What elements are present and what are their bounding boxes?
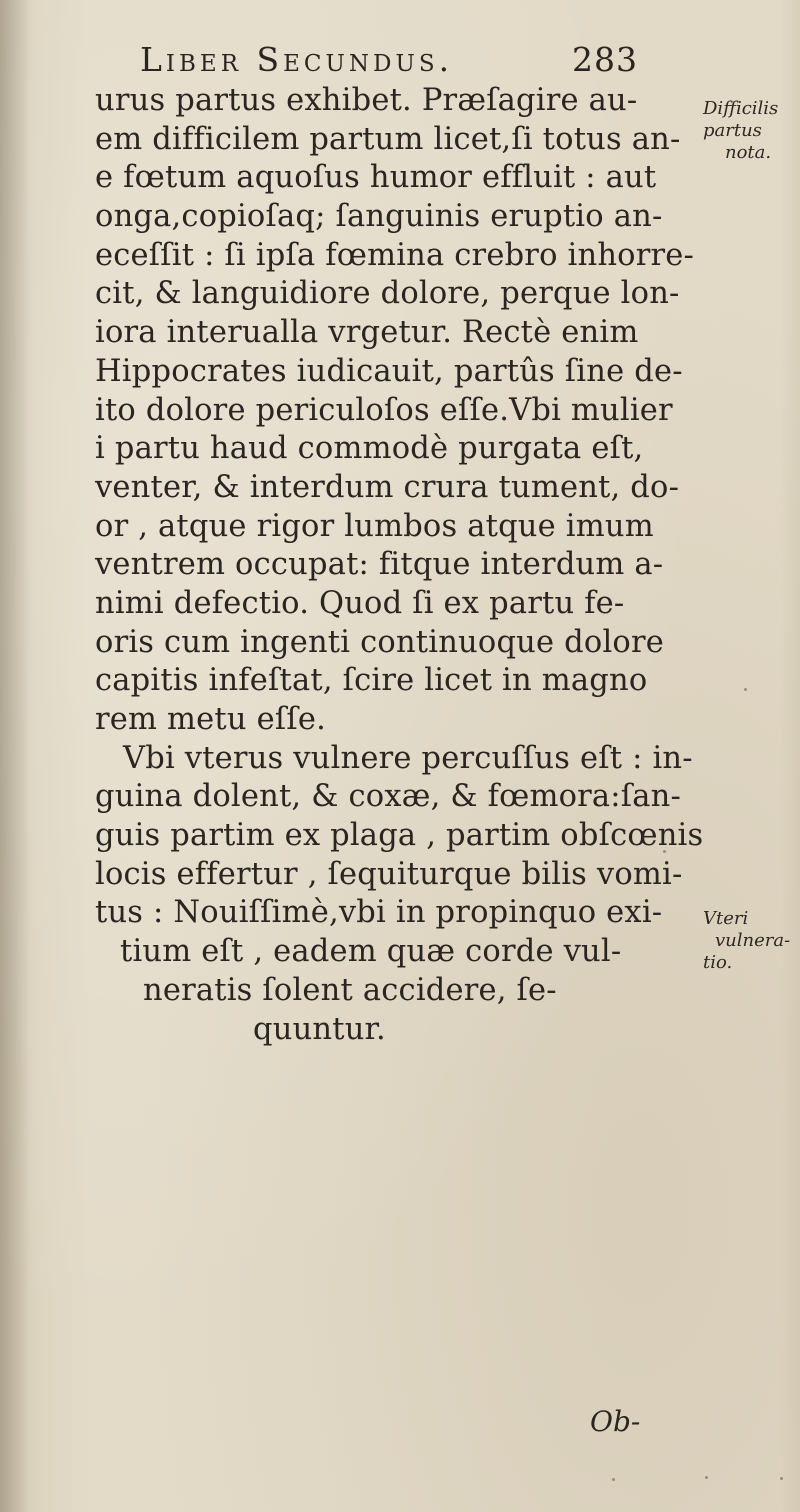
text-line: oris cum ingenti continuoque dolore (95, 624, 665, 660)
text-line: ventrem occupat: fitque interdum a- (95, 547, 664, 583)
margin-note-line: nota. (725, 142, 772, 163)
text-line: nimi defectio. Quod ſi ex partu fe- (95, 585, 625, 621)
margin-note (703, 98, 778, 164)
margin-note (703, 908, 790, 974)
margin-note-line: tio. (703, 952, 733, 973)
text-line: venter, & interdum crura tument, do- (95, 469, 680, 505)
text-line: eceſſit : ſi ipſa fœmina crebro inhorre- (95, 237, 695, 273)
text-line: Hippocrates iudicauit, partûs ſine de- (95, 353, 683, 389)
text-line: capitis infeſtat, ſcire licet in magno (95, 663, 648, 699)
text-line: locis effertur , ſequiturque bilis vomi- (95, 856, 683, 892)
margin-note-line: vulnera- (715, 930, 791, 951)
text-line: or , atque rigor lumbos atque imum (95, 508, 654, 544)
paragraph-start-line: Vbi vterus vulnere percuſſus eſt : in- (123, 740, 693, 776)
text-line: rem metu eſſe. (95, 702, 326, 737)
gutter-shadow (0, 0, 30, 1512)
margin-note-line: Vteri (703, 908, 749, 929)
catchword: Ob- (590, 1405, 641, 1438)
text-line: i partu haud commodè purgata eſt, (95, 431, 644, 467)
text-line: urus partus exhibet. Præſagire au- (95, 83, 638, 118)
margin-note-line: partus (703, 120, 762, 141)
body-text (95, 82, 704, 1049)
text-line: e fœtum aquoſus humor effluit : aut (95, 160, 657, 196)
text-line: ito dolore periculoſos eſſe.Vbi mulier (95, 392, 673, 428)
page-number: 283 (572, 40, 638, 79)
text-line: tus : Nouiſſimè,vbi in propinquo exi- (95, 895, 663, 931)
text-line: neratis ſolent accidere, ſe- (143, 972, 557, 1008)
text-line: cit, & languidiore dolore, perque lon- (95, 276, 680, 312)
text-line: guina dolent, & coxæ, & fœmora:ſan- (95, 779, 682, 815)
running-head: Liber Secundus. (140, 40, 454, 79)
text-line: iora interualla vrgetur. Rectè enim (95, 315, 639, 351)
text-line: em difficilem partum licet,ſi totus an- (95, 121, 681, 157)
text-line: guis partim ex plaga , partim obſcœnis (95, 818, 704, 854)
margin-note-line: Difficilis (703, 98, 779, 119)
text-line: tium eſt , eadem quæ corde vul- (120, 934, 622, 970)
text-line: onga,copioſaq; ſanguinis eruptio an- (95, 199, 663, 235)
text-line: quuntur. (253, 1011, 386, 1047)
